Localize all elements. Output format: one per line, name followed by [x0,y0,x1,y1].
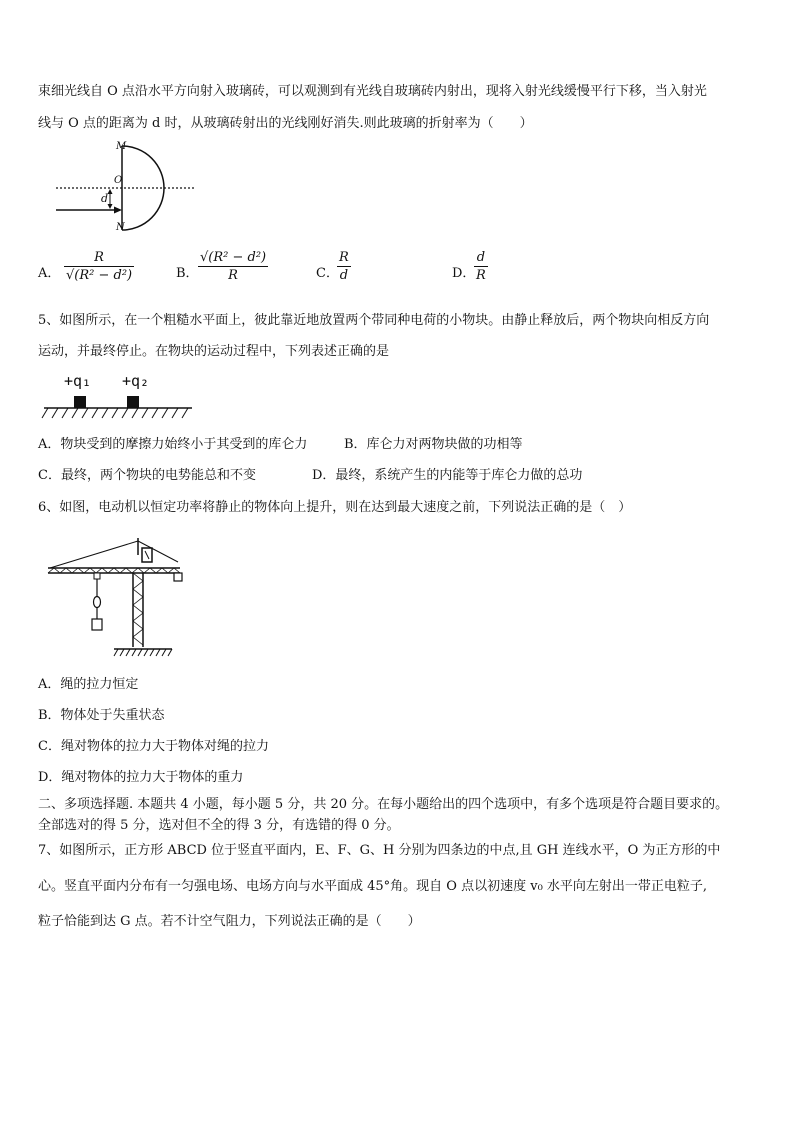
q5-label-q2: +q₂ [122,372,150,390]
q4-option-d-numerator: d [476,250,486,265]
q6-option-c: C．绳对物体的拉力大于物体对绳的拉力 [38,739,269,754]
q4-option-a-letter: A． [38,266,61,281]
q6-crane-figure [44,535,194,660]
q4-option-a-denominator: √(R² − d²) [66,268,133,283]
q4-option-a-fraction [64,250,134,283]
q4-option-d-denominator: R [476,268,486,283]
q7-stem-line2: 心。竖直平面内分布有一匀强电场、电场方向与水平面成 45°角。现自 O 点以初速度 v₀ 水平向左射出一带正电粒子, [38,879,708,894]
q4-option-c-numerator: R [339,250,349,265]
q4-option-d-fraction [474,250,488,283]
q4-option-c-denominator: d [337,266,351,283]
q7-stem-line1: 7、如图所示，正方形 ABCD 位于竖直平面内，E、F、G、H 分别为四条边的中点,且 GH 连线水平，O 为正方形的中 [38,843,721,858]
q4-option-b-denominator: R [198,266,268,283]
q5-stem-line2: 运动，并最终停止。在物块的运动过程中，下列表述正确的是 [38,344,390,359]
q4-option-b-letter: B． [176,266,199,281]
q4-option-b-fraction [198,250,268,283]
q4-option-c-fraction [337,250,351,283]
q4-label-o: O [114,175,123,186]
q6-option-d: D．绳对物体的拉力大于物体的重力 [38,770,244,785]
q4-option-d-letter: D． [452,266,476,281]
q6-option-b: B．物体处于失重状态 [38,708,165,723]
q4-label-m: M [116,141,127,152]
q5-option-d: D．最终，系统产生的内能等于库仑力做的总功 [312,468,583,483]
q5-option-c: C．最终，两个物块的电势能总和不变 [38,468,256,483]
q4-option-c-letter: C． [316,266,339,281]
section2-heading-line2: 全部选对的得 5 分，选对但不全的得 3 分，有选错的得 0 分。 [38,818,400,833]
q6-stem: 6、如图，电动机以恒定功率将静止的物体向上提升，则在达到最大速度之前，下列说法正确的是（ ） [38,500,632,515]
q5-option-a: A．物块受到的摩擦力始终小于其受到的库仑力 [38,437,308,452]
section2-heading-line1: 二、多项选择题. 本题共 4 小题，每小题 5 分，共 20 分。在每小题给出的四个选项中，有多个选项是符合题目要求的。 [38,797,729,812]
q4-option-a-numerator: R [94,250,104,265]
q4-stem-line1: 束细光线自 O 点沿水平方向射入玻璃砖，可以观测到有光线自玻璃砖内射出，现将入射光线缓慢平行下移，当入射光 [38,84,707,99]
q5-option-b: B．库仑力对两物块做的功相等 [344,437,523,452]
q4-stem-line2: 线与 O 点的距离为 d 时，从玻璃砖射出的光线刚好消失.则此玻璃的折射率为（ ） [38,116,533,131]
q5-label-q1: +q₁ [64,372,92,390]
q4-option-b-numerator: √(R² − d²) [200,250,267,265]
q5-stem-line1: 5、如图所示，在一个粗糙水平面上，彼此靠近地放置两个带同种电荷的小物块。由静止释放后，两个物块向相反方向 [38,313,710,328]
q7-stem-line3: 粒子恰能到达 G 点。若不计空气阻力，下列说法正确的是（ ） [38,914,421,929]
q4-label-n: N [116,222,125,233]
q4-label-d: d [101,192,109,205]
q4-glass-brick-figure [50,138,210,238]
q6-option-a: A．绳的拉力恒定 [38,677,139,692]
